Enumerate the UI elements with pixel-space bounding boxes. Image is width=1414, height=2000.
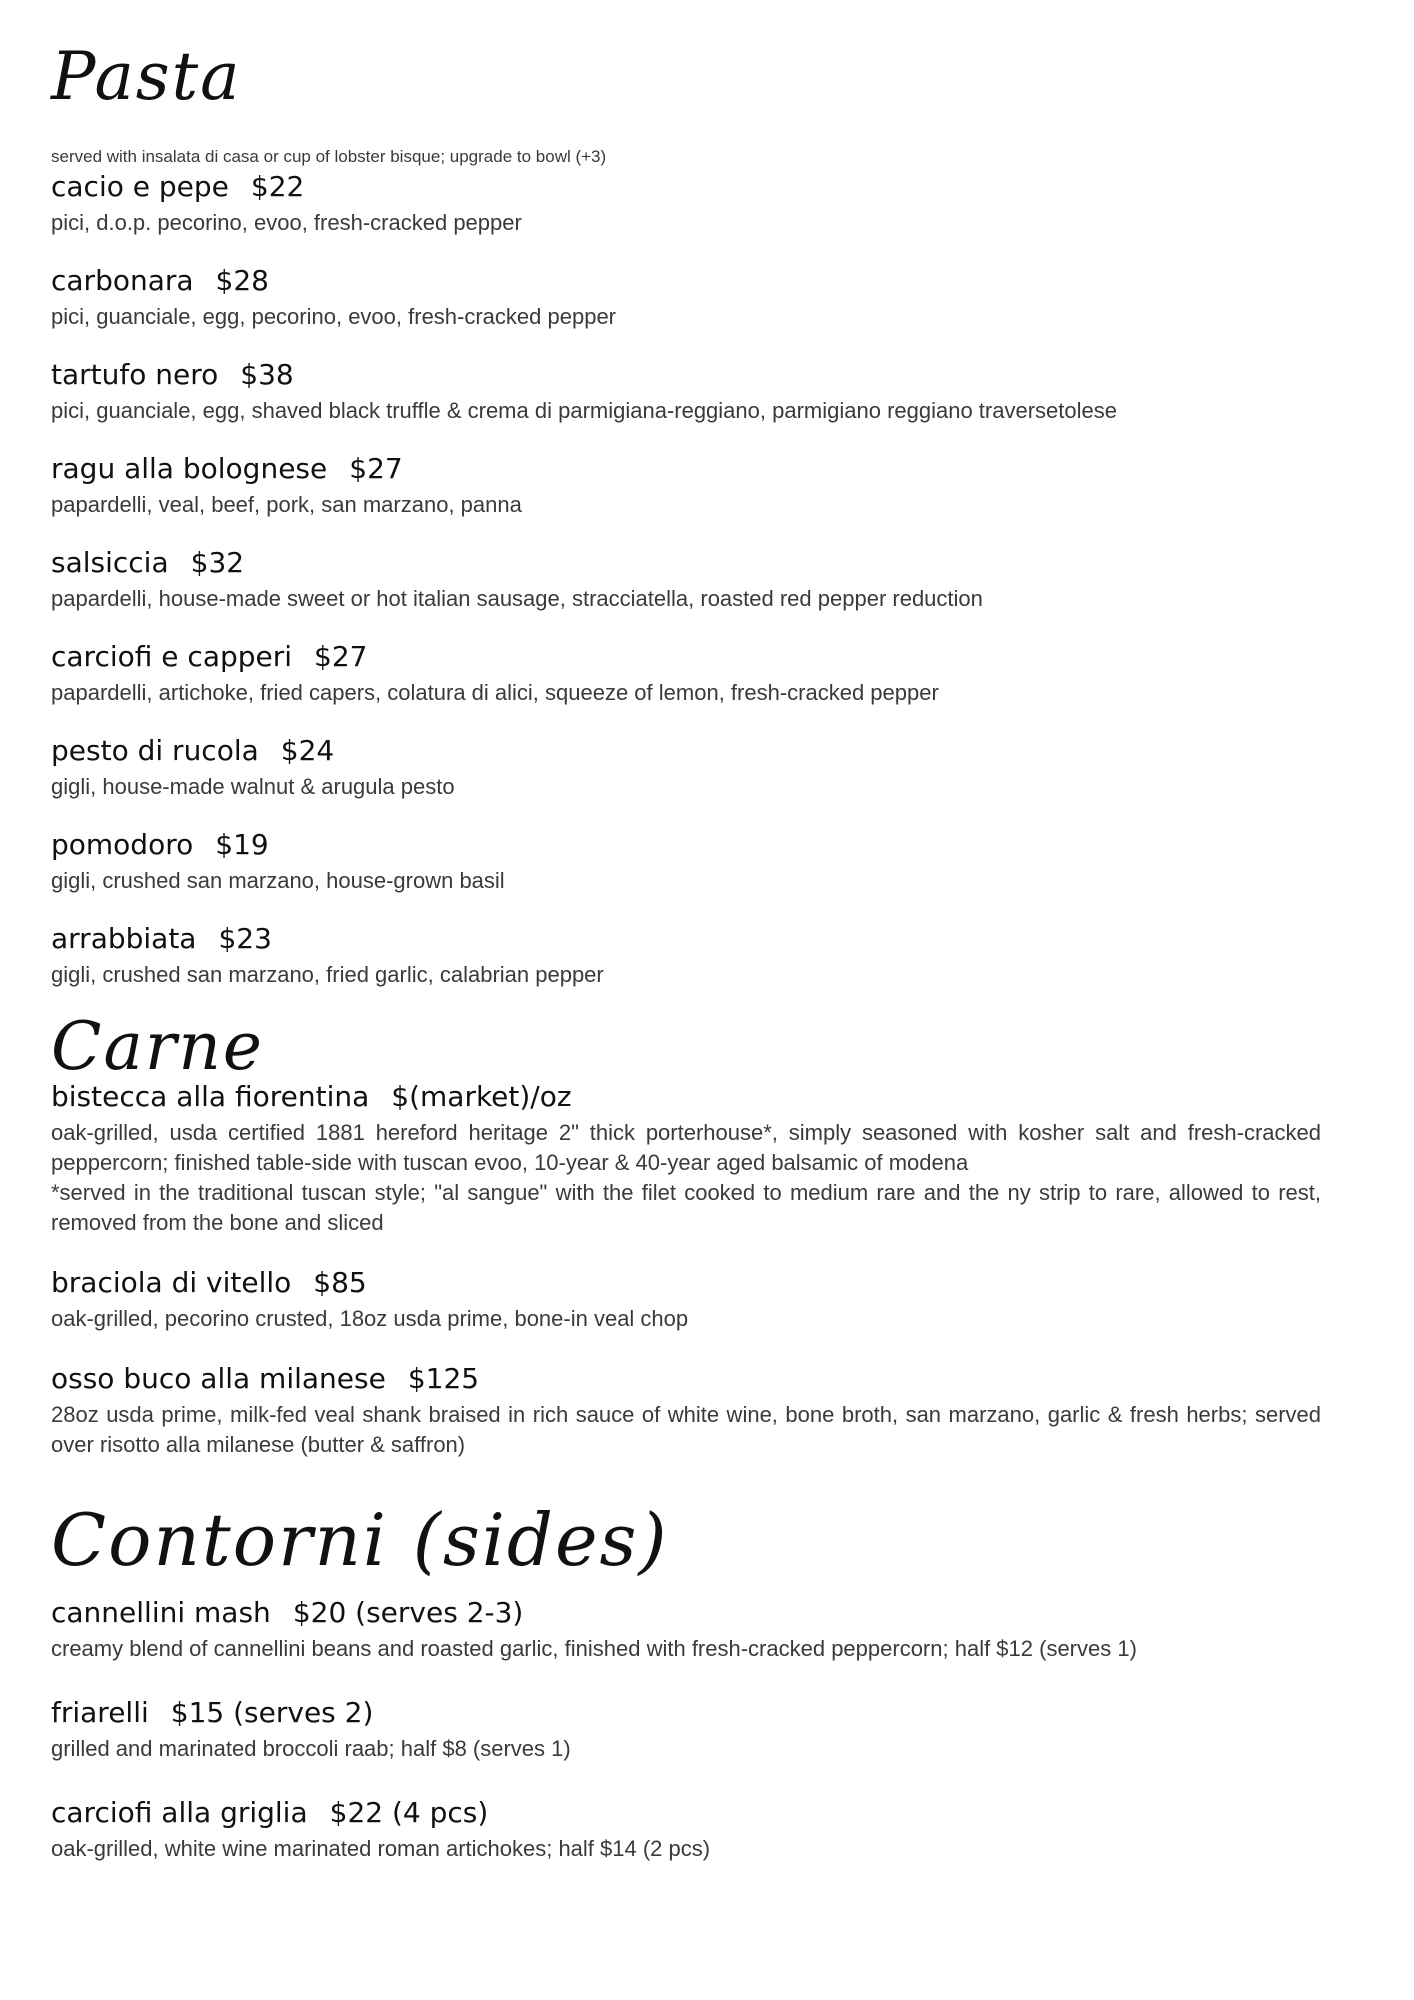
item-price: $27 [349,452,403,485]
menu-page [51,0,1321,1894]
item-price: $125 [407,1362,480,1395]
menu-item [51,544,1321,614]
menu-item [51,1264,1321,1334]
menu-item [51,356,1321,426]
menu-item [51,262,1321,332]
pasta-section [51,0,1321,990]
item-name: osso buco alla milanese [51,1362,386,1395]
item-name: carciofi e capperi [51,640,293,673]
carne-section [51,1008,1321,1460]
item-description: gigli, house-made walnut & arugula pesto [51,774,455,799]
item-price: $32 [190,546,245,579]
item-description: creamy blend of cannellini beans and roasted garlic, finished with fresh-cracked peppercorn; half $12 (serves 1) [51,1636,1137,1661]
item-name: pesto di rucola [51,734,259,767]
item-price: $19 [215,828,269,861]
item-description: pici, guanciale, egg, pecorino, evoo, fresh-cracked pepper [51,304,617,329]
item-description-note: *served in the traditional tuscan style; "al sangue" with the filet cooked to medium rare and the ny strip to rare, allowed to rest, removed from the bone and sliced [51,1180,1321,1235]
item-name: salsiccia [51,546,169,579]
pasta-section-title: Pasta [51,38,242,115]
item-price: $27 [314,640,368,673]
menu-item [51,168,1321,238]
menu-item [51,1694,1321,1764]
item-name: friarelli [51,1696,149,1729]
item-description: papardelli, veal, beef, pork, san marzano, panna [51,492,522,517]
menu-item [51,1078,1321,1238]
item-description: oak-grilled, pecorino crusted, 18oz usda prime, bone-in veal chop [51,1306,689,1331]
item-name: ragu alla bolognese [51,452,328,485]
item-name: pomodoro [51,828,194,861]
item-description [51,1118,1321,1238]
item-description: grilled and marinated broccoli raab; half $8 (serves 1) [51,1736,571,1761]
item-name: braciola di vitello [51,1266,292,1299]
item-price: $23 [218,922,272,955]
carne-section-title: Carne [51,1008,264,1085]
item-name: carbonara [51,264,194,297]
item-price: $24 [280,734,335,767]
item-description: gigli, crushed san marzano, house-grown basil [51,868,505,893]
item-name: arrabbiata [51,922,197,955]
menu-item [51,1360,1321,1460]
item-name: cannellini mash [51,1596,271,1629]
item-description-line: oak-grilled, usda certified 1881 hereford heritage 2" thick porterhouse*, simply seasoned with kosher salt and fresh-cracked peppercorn; finished table-side with tuscan evoo, 10-year & 40-year aged balsamic of modena [51,1120,1321,1175]
item-price: $85 [313,1266,367,1299]
item-description: gigli, crushed san marzano, fried garlic, calabrian pepper [51,962,604,987]
contorni-section-title: Contorni (sides) [51,1498,669,1582]
item-description: pici, guanciale, egg, shaved black truffle & crema di parmigiana-reggiano, parmigiano reggiano traversetolese [51,398,1117,423]
menu-item [51,732,1321,802]
item-name: cacio e pepe [51,170,229,203]
item-description: papardelli, house-made sweet or hot italian sausage, stracciatella, roasted red pepper reduction [51,586,983,611]
item-price: $15 (serves 2) [170,1696,374,1729]
item-description: oak-grilled, white wine marinated roman artichokes; half $14 (2 pcs) [51,1836,711,1861]
item-price: $(market)/oz [391,1080,572,1113]
menu-item [51,1594,1321,1664]
item-description: pici, d.o.p. pecorino, evoo, fresh-cracked pepper [51,210,522,235]
menu-item [51,826,1321,896]
item-price: $38 [240,358,294,391]
menu-item [51,1794,1321,1864]
menu-item [51,450,1321,520]
item-description: papardelli, artichoke, fried capers, colatura di alici, squeeze of lemon, fresh-cracked pepper [51,680,939,705]
item-name: bistecca alla fiorentina [51,1080,370,1113]
item-price: $28 [215,264,269,297]
pasta-section-note: served with insalata di casa or cup of lobster bisque; upgrade to bowl (+3) [51,147,607,166]
item-name: tartufo nero [51,358,219,391]
item-price: $20 (serves 2-3) [292,1596,524,1629]
item-price: $22 (4 pcs) [329,1796,489,1829]
menu-item [51,920,1321,990]
item-name: carciofi alla griglia [51,1796,308,1829]
menu-item [51,638,1321,708]
contorni-section [51,1498,1321,1864]
item-description: 28oz usda prime, milk-fed veal shank braised in rich sauce of white wine, bone broth, san marzano, garlic & fresh herbs; served over risotto alla milanese (butter & saffron) [51,1402,1321,1457]
item-price: $22 [250,170,305,203]
